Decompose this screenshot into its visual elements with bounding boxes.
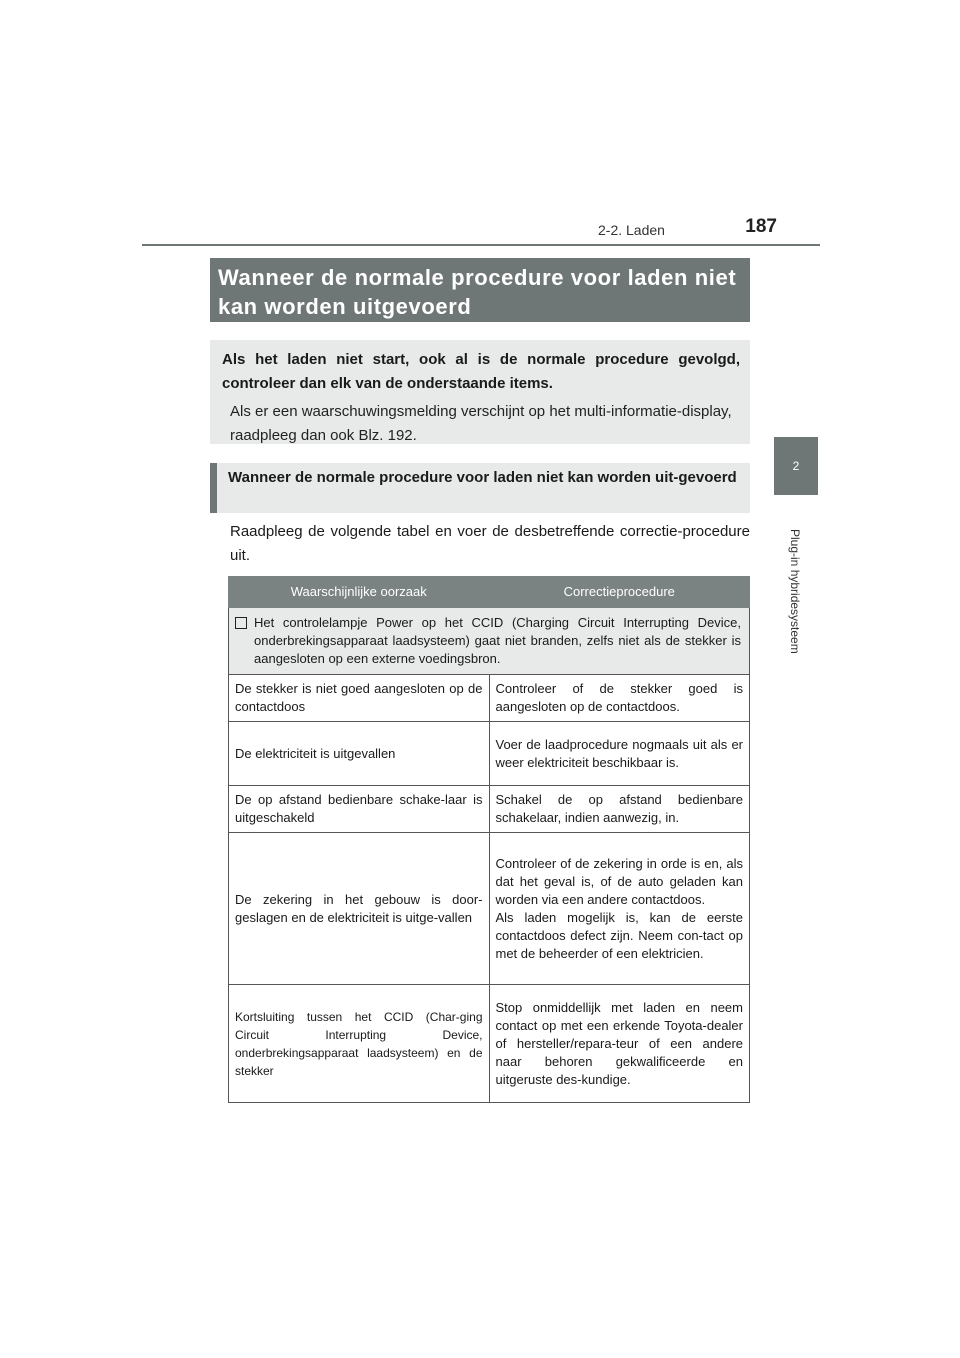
cause-cell: De stekker is niet goed aangesloten op de contactdoos — [229, 675, 490, 722]
fix-cell — [489, 833, 750, 985]
column-header-fix: Correctieprocedure — [489, 577, 750, 608]
table-row — [229, 786, 750, 833]
fix-cell: Schakel de op afstand bedienbare schakelaar, indien aanwezig, in. — [489, 786, 750, 833]
table-row — [229, 985, 750, 1103]
table-header-row — [229, 577, 750, 608]
fix-text-extra: Als laden mogelijk is, kan de eerste contactdoos defect zijn. Neem con-tact op met de beheerder of een elektricien. — [495, 909, 743, 961]
category-text: Het controlelampje Power op het CCID (Charging Circuit Interrupting Device, onderbrekingsapparaat laadsysteem) gaat niet branden, zelfs niet als de stekker is aangesloten op een externe voedingsbron. — [254, 615, 741, 666]
header-divider — [142, 244, 820, 246]
page-title: Wanneer de normale procedure voor laden niet kan worden uitgevoerd — [210, 258, 750, 322]
page-number: 187 — [745, 216, 777, 237]
table-row — [229, 675, 750, 722]
fix-text: Controleer of de zekering in orde is en, als dat het geval is, of de auto geladen kan worden via een andere contactdoos. — [495, 855, 743, 907]
chapter-number: 2 — [792, 459, 800, 473]
section-heading: Wanneer de normale procedure voor laden niet kan worden uit-gevoerd — [210, 463, 750, 513]
chapter-tab — [774, 437, 818, 495]
section-breadcrumb: 2-2. Laden — [598, 222, 665, 238]
cause-cell: Kortsluiting tussen het CCID (Char-ging Circuit Interrupting Device, onderbrekingsapparaat laadsysteem) en de stekker — [229, 985, 490, 1103]
fix-cell: Stop onmiddellijk met laden en neem contact op met een erkende Toyota-dealer of hersteller/repara-teur of een andere naar behoren gekwalificeerde en uitgeruste des-kundige. — [489, 985, 750, 1103]
troubleshooting-table — [228, 576, 750, 1103]
intro-box — [210, 340, 750, 444]
fix-cell: Controleer of de stekker goed is aangesloten op de contactdoos. — [489, 675, 750, 722]
chapter-label: Plug-in hybridesysteem — [788, 529, 802, 654]
intro-note: Als er een waarschuwingsmelding verschijnt op het multi-informatie-display, raadpleeg dan ook Blz. 192. — [230, 403, 732, 444]
body-paragraph: Raadpleeg de volgende tabel en voer de desbetreffende correctie-procedure uit. — [230, 523, 750, 564]
cause-cell: De zekering in het gebouw is door-geslagen en de elektriciteit is uitge-vallen — [229, 833, 490, 985]
table-row — [229, 722, 750, 786]
table-category-row — [229, 608, 750, 675]
checkbox-icon — [235, 617, 247, 629]
intro-text: Als het laden niet start, ook al is de normale procedure gevolgd, controleer dan elk van de onderstaande items. — [222, 351, 740, 392]
cause-cell: De elektriciteit is uitgevallen — [229, 722, 490, 786]
cause-cell: De op afstand bedienbare schake-laar is uitgeschakeld — [229, 786, 490, 833]
fix-cell: Voer de laadprocedure nogmaals uit als er weer elektriciteit beschikbaar is. — [489, 722, 750, 786]
category-cell — [229, 608, 750, 675]
table-row — [229, 833, 750, 985]
column-header-cause: Waarschijnlijke oorzaak — [229, 577, 490, 608]
